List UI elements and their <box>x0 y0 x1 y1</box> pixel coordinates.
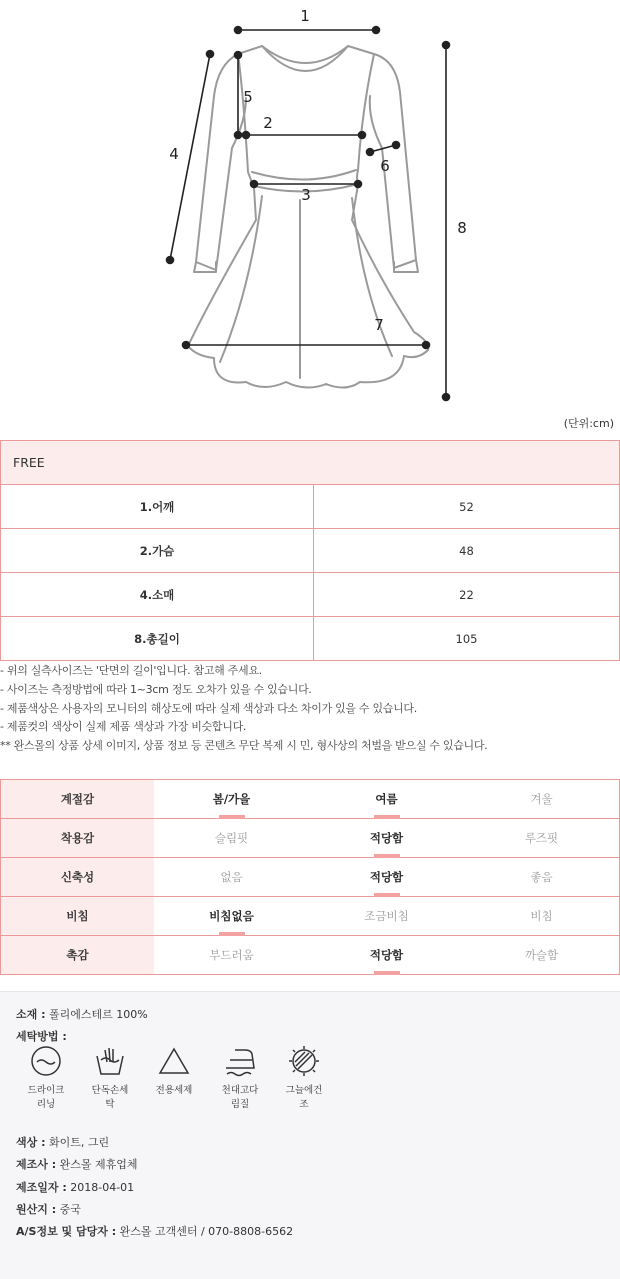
dress-outline <box>188 46 428 388</box>
measure-label-4: 4 <box>169 145 179 163</box>
feel-option: 부드러움 <box>154 936 309 975</box>
wash-label: 세탁방법 : <box>16 1030 67 1043</box>
hand-wash-icon <box>93 1044 127 1078</box>
table-row <box>1 485 620 529</box>
origin-label: 원산지 : <box>16 1203 57 1216</box>
table-row <box>1 897 620 936</box>
wash-item <box>146 1044 202 1098</box>
measure-label-3: 3 <box>301 186 311 204</box>
measure-label-8: 8 <box>457 219 467 237</box>
feel-option: 슬림핏 <box>154 819 309 858</box>
dress-measurement-diagram <box>0 0 620 415</box>
size-table <box>0 440 620 661</box>
wash-text: 단독손세 <box>91 1085 129 1096</box>
size-value: 105 <box>314 617 620 661</box>
note-line: - 제품색상은 사용자의 모니터의 해상도에 따라 실제 색상과 다소 차이가 있을 수 있습니다. <box>0 701 417 715</box>
as-value: 완스몰 고객센터 / 070-8808-6562 <box>119 1225 294 1238</box>
color-row <box>16 1134 109 1150</box>
wash-text: 전용세제 <box>155 1085 193 1096</box>
feel-option: 없음 <box>154 858 309 897</box>
dry-clean-icon <box>29 1044 63 1078</box>
unit-label: (단위:cm) <box>563 417 614 430</box>
date-row <box>16 1179 134 1195</box>
table-row <box>1 819 620 858</box>
measure-label-6: 6 <box>380 157 390 175</box>
feel-option: 여름 <box>309 780 464 819</box>
feel-label: 신축성 <box>1 858 155 897</box>
wash-row <box>16 1028 67 1044</box>
feel-option: 조금비침 <box>309 897 464 936</box>
wash-item <box>212 1044 268 1112</box>
color-value: 화이트, 그린 <box>48 1136 110 1149</box>
maker-label: 제조사 : <box>16 1158 57 1171</box>
table-row <box>1 573 620 617</box>
feel-label: 비침 <box>1 897 155 936</box>
feel-option: 적당함 <box>309 858 464 897</box>
measure-label-5: 5 <box>243 88 253 106</box>
wash-text: 림질 <box>230 1099 250 1110</box>
feel-label: 촉감 <box>1 936 155 975</box>
date-value: 2018-04-01 <box>70 1181 135 1194</box>
feel-option: 겨울 <box>464 780 620 819</box>
feel-option: 비침없음 <box>154 897 309 936</box>
table-row <box>1 529 620 573</box>
size-label: 1.어깨 <box>1 485 314 529</box>
note-line: ** 완스몰의 상품 상세 이미지, 상품 정보 등 콘텐츠 무단 복제 시 민, 형사상의 처벌을 받으실 수 있습니다. <box>0 739 488 753</box>
size-value: 52 <box>314 485 620 529</box>
note-line: - 사이즈는 측정방법에 따라 1~3cm 정도 오차가 있을 수 있습니다. <box>0 682 312 696</box>
material-row <box>16 1006 148 1022</box>
material-label: 소재 : <box>16 1008 46 1021</box>
size-value: 48 <box>314 529 620 573</box>
wash-item <box>82 1044 138 1112</box>
maker-value: 완스몰 제휴업체 <box>59 1158 138 1171</box>
feel-label: 착용감 <box>1 819 155 858</box>
note-line: - 제품컷의 색상이 실제 제품 색상과 가장 비슷합니다. <box>0 720 247 734</box>
wash-text: 조 <box>299 1099 309 1110</box>
table-row <box>1 936 620 975</box>
origin-row <box>16 1201 81 1217</box>
note-line: - 위의 실측사이즈는 '단면의 길이'입니다. 참고해 주세요. <box>0 664 262 677</box>
as-row <box>16 1223 293 1239</box>
wash-text: 탁 <box>105 1099 115 1110</box>
as-label: A/S정보 및 담당자 : <box>16 1225 117 1238</box>
feel-option: 좋음 <box>464 858 620 897</box>
color-label: 색상 : <box>16 1136 46 1149</box>
table-row <box>1 780 620 819</box>
measure-label-1: 1 <box>300 7 310 25</box>
feel-option: 까슬함 <box>464 936 620 975</box>
maker-row <box>16 1156 138 1172</box>
material-value: 폴리에스테르 100% <box>48 1008 148 1021</box>
wash-text: 드라이크 <box>27 1085 65 1096</box>
size-notes <box>0 662 620 756</box>
wash-item <box>18 1044 74 1112</box>
origin-value: 중국 <box>59 1203 81 1216</box>
wash-item <box>276 1044 332 1112</box>
feel-option: 봄/가을 <box>154 780 309 819</box>
feel-option: 적당함 <box>309 936 464 975</box>
feel-label: 계절감 <box>1 780 155 819</box>
feel-option: 적당함 <box>309 819 464 858</box>
measurement-lines <box>167 27 450 401</box>
fit-feel-table <box>0 779 620 975</box>
iron-low-icon <box>223 1044 257 1078</box>
table-row <box>1 858 620 897</box>
neutral-detergent-icon <box>157 1044 191 1078</box>
size-label: 4.소매 <box>1 573 314 617</box>
measure-label-7: 7 <box>374 316 384 334</box>
product-info-box <box>0 991 620 1279</box>
size-value: 22 <box>314 573 620 617</box>
date-label: 제조일자 : <box>16 1181 67 1194</box>
table-row <box>1 617 620 661</box>
feel-option: 루즈핏 <box>464 819 620 858</box>
shade-dry-icon <box>287 1044 321 1078</box>
measure-label-2: 2 <box>263 114 273 132</box>
size-label: 2.가슴 <box>1 529 314 573</box>
size-label: 8.총길이 <box>1 617 314 661</box>
size-header: FREE <box>1 441 620 485</box>
wash-text: 리닝 <box>36 1099 56 1110</box>
wash-text: 그늘에건 <box>285 1085 323 1096</box>
wash-text: 천대고다 <box>221 1085 259 1096</box>
feel-option: 비침 <box>464 897 620 936</box>
